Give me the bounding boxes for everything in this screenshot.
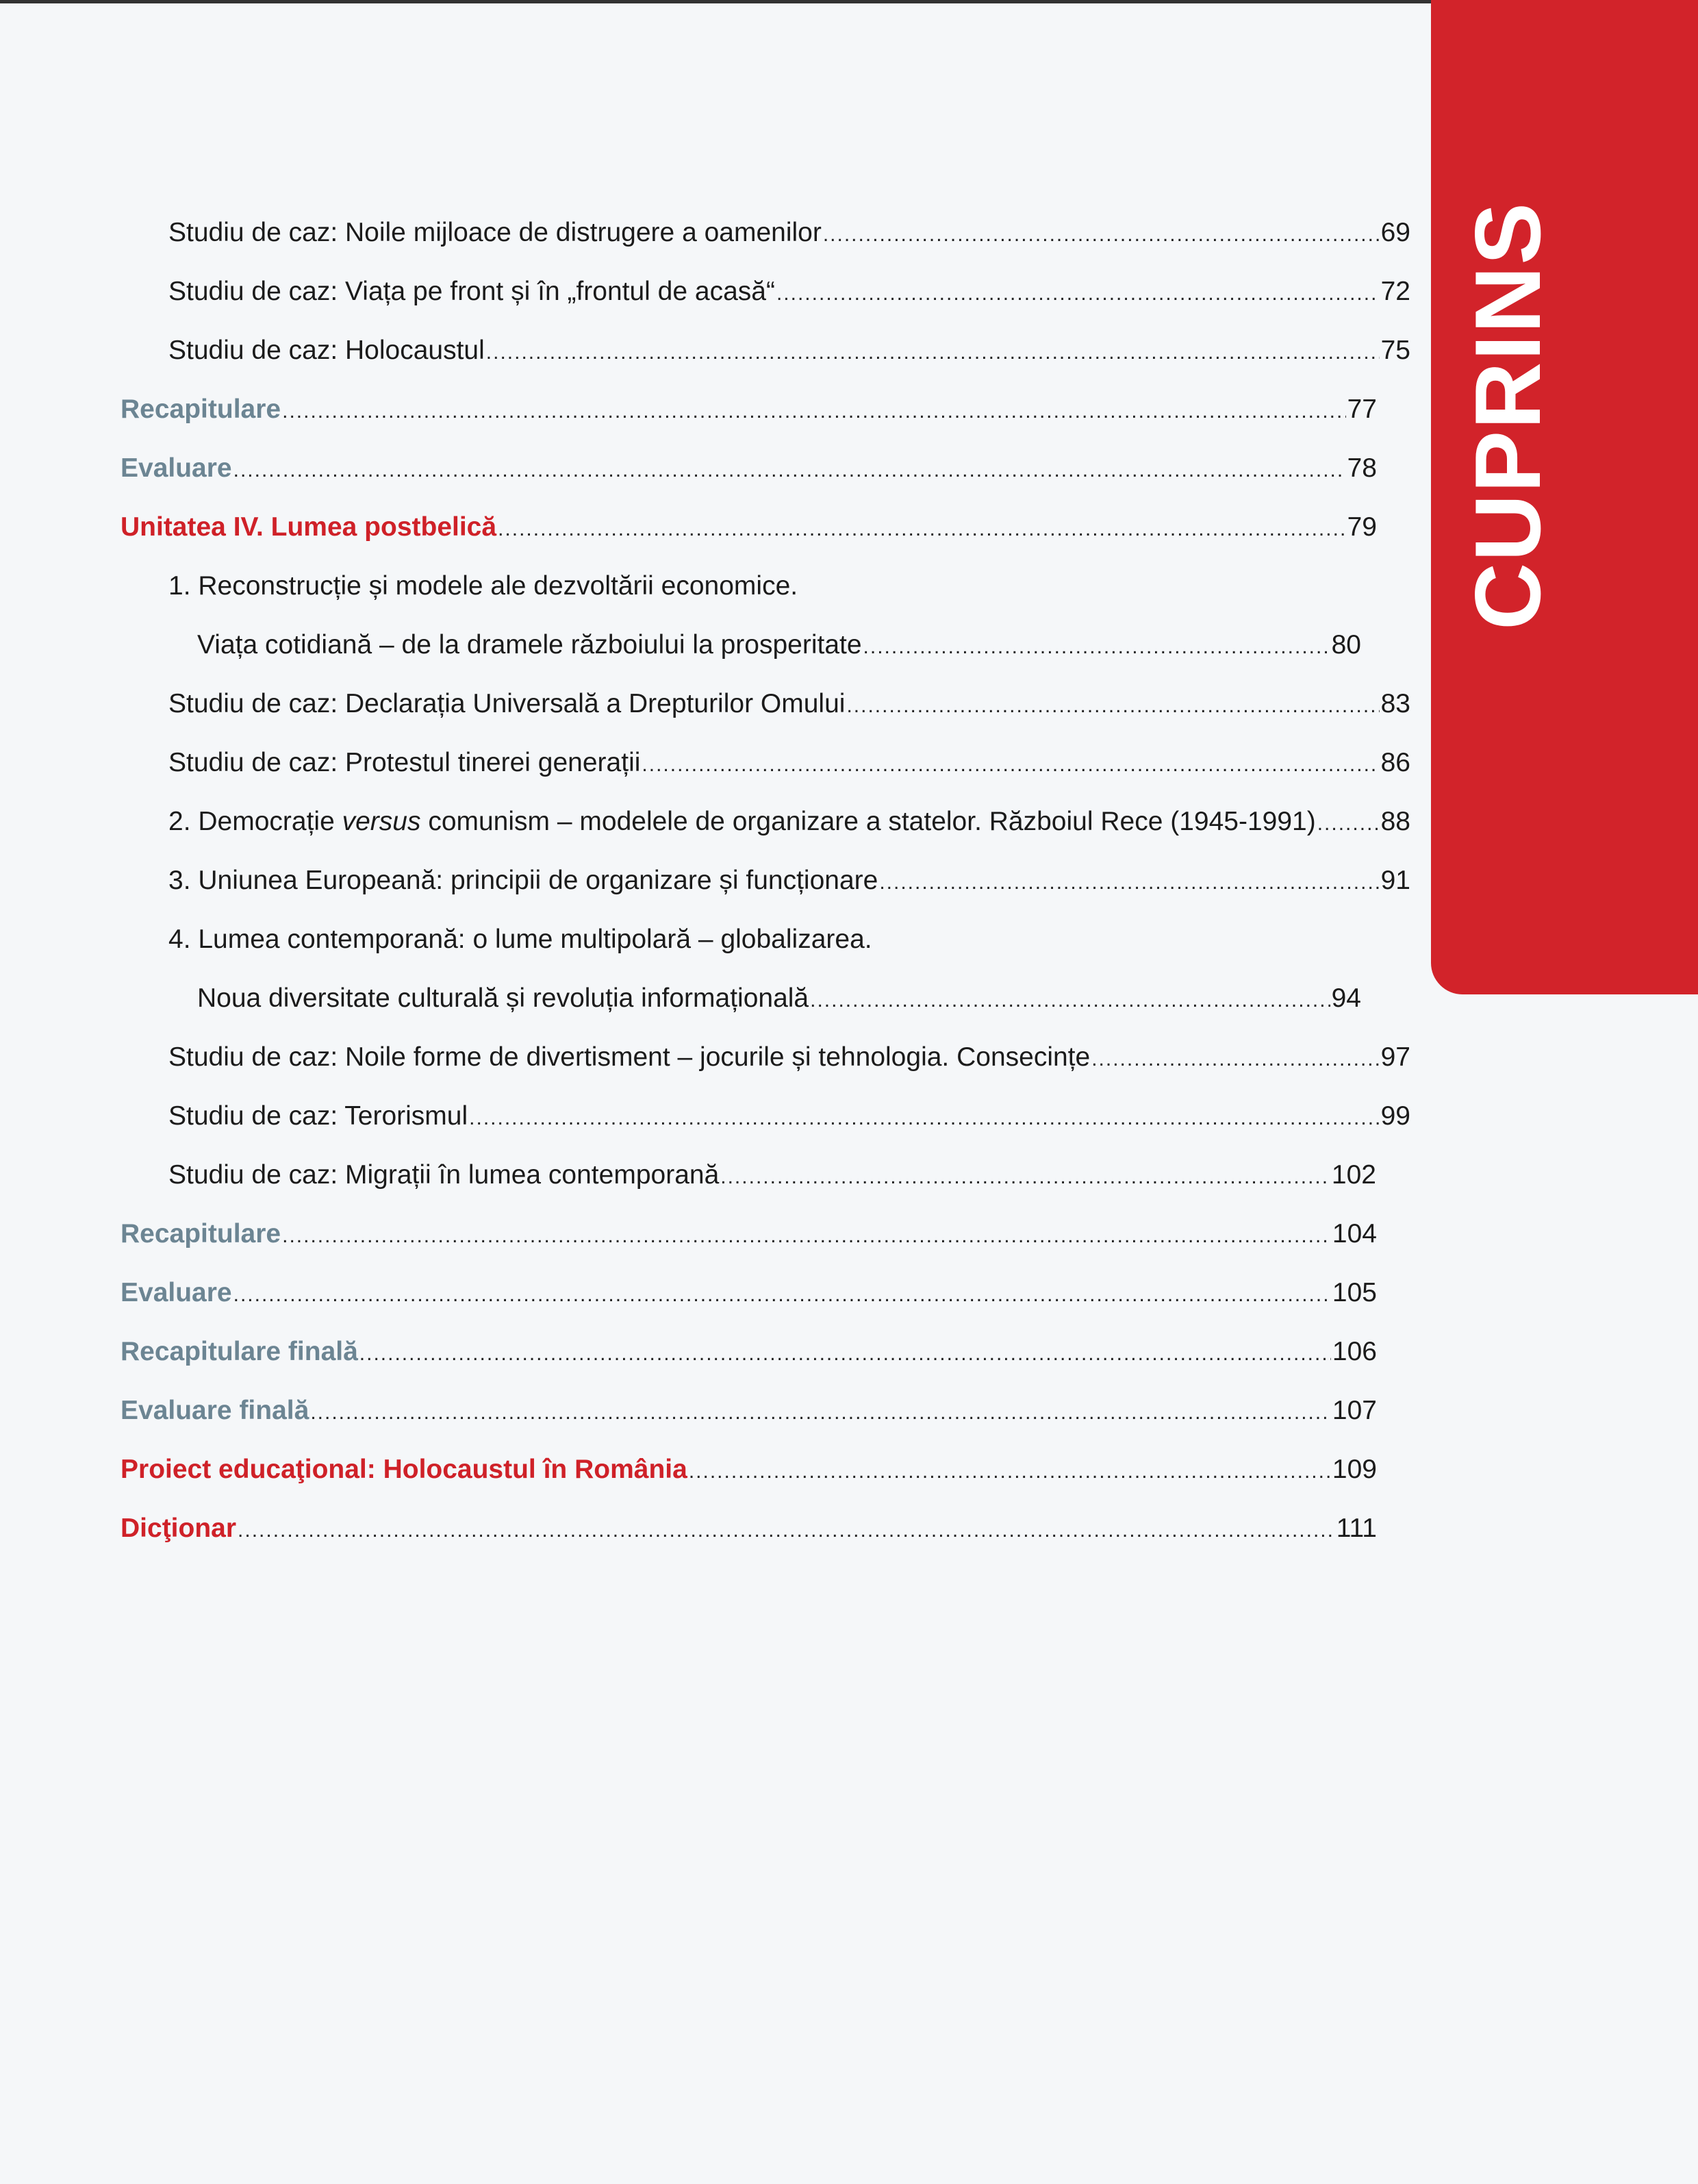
toc-leader-dots (469, 1107, 1379, 1130)
toc-entry (168, 336, 1410, 379)
toc-entry-title: Noua diversitate culturală și revoluția informațională (197, 983, 809, 1013)
toc-entry-page: 77 (1347, 394, 1377, 424)
toc-entry (168, 866, 1410, 909)
toc-entry-title: Studiu de caz: Noile mijloace de distrugere a oamenilor (168, 218, 822, 247)
toc-leader-dots (238, 1519, 1335, 1542)
toc-entry-page: 109 (1332, 1455, 1377, 1484)
toc-entry (197, 630, 1361, 674)
toc-entry-title: Studiu de caz: Holocaustul (168, 336, 485, 365)
toc-entry (197, 983, 1361, 1027)
toc-entry-page: 80 (1331, 630, 1361, 660)
toc-leader-dots (498, 518, 1346, 541)
toc-entry-title: 3. Uniunea Europeană: principii de organizare și funcționare (168, 866, 878, 895)
toc-entry-page: 107 (1332, 1396, 1377, 1425)
toc-entry-title: Studiu de caz: Protestul tinerei generații (168, 748, 641, 777)
toc-leader-dots (776, 282, 1380, 305)
toc-section-entry (121, 1337, 1377, 1381)
toc-leader-dots (642, 753, 1379, 777)
toc-section-entry (121, 1219, 1377, 1263)
toc-leader-dots (689, 1460, 1331, 1483)
toc-entry-page: 104 (1332, 1219, 1377, 1248)
toc-leader-dots (486, 341, 1380, 364)
toc-entry-page: 69 (1380, 218, 1410, 247)
toc-leader-dots (310, 1401, 1331, 1424)
toc-entry-page: 97 (1380, 1042, 1410, 1072)
toc-unit-entry (121, 512, 1377, 556)
toc-entry-title: Recapitulare finală (121, 1337, 358, 1366)
toc-section-entry (121, 394, 1377, 438)
toc-entry (168, 1042, 1410, 1086)
toc-entry-emphasis: versus (342, 807, 421, 836)
toc-entry-page: 86 (1380, 748, 1410, 777)
toc-leader-dots (282, 400, 1346, 423)
toc-entry (168, 1101, 1410, 1145)
toc-entry-page: 94 (1331, 983, 1361, 1013)
toc-entry-title: 2. Democrație versus comunism – modelele de organizare a statelor. Războiul Rece (1945-1991) (168, 807, 1316, 836)
toc-entry-page: 106 (1332, 1337, 1377, 1366)
toc-leader-dots (359, 1342, 1331, 1366)
toc-entry-title: Studiu de caz: Migrații în lumea contemporană (168, 1160, 720, 1190)
toc-entry-page: 83 (1380, 689, 1410, 718)
toc-entry-page: 88 (1380, 807, 1410, 836)
toc-leader-dots (233, 459, 1346, 482)
toc-entry (168, 925, 872, 968)
toc-entry (168, 689, 1410, 733)
toc-entry (168, 1160, 1376, 1204)
toc-entry (168, 748, 1410, 792)
toc-entry (168, 807, 1410, 851)
toc-entry-title: Viața cotidiană – de la dramele războiului la prosperitate (197, 630, 862, 660)
toc-entry-page: 102 (1331, 1160, 1376, 1190)
toc-section-entry (121, 1396, 1377, 1440)
toc-section-entry (121, 453, 1377, 497)
toc-entry-page: 105 (1332, 1278, 1377, 1307)
toc-entry-title: Studiu de caz: Noile forme de divertisment – jocurile și tehnologia. Consecințe (168, 1042, 1091, 1072)
toc-entry-title: Studiu de caz: Terorismul (168, 1101, 468, 1131)
toc-entry-title: Evaluare finală (121, 1396, 309, 1425)
toc-entry-title: Evaluare (121, 1278, 232, 1307)
toc-leader-dots (233, 1283, 1331, 1307)
toc-entry-page: 78 (1347, 453, 1377, 483)
toc-entry-title: Studiu de caz: Declarația Universală a Drepturilor Omului (168, 689, 846, 718)
toc-entry-title: 4. Lumea contemporană: o lume multipolară – globalizarea. (168, 925, 872, 954)
toc-entry-title: Dicţionar (121, 1514, 237, 1543)
toc-entry-title: Recapitulare (121, 394, 281, 424)
toc-entry-title: Unitatea IV. Lumea postbelică (121, 512, 497, 542)
toc-entry-page: 75 (1380, 336, 1410, 365)
toc-unit-entry (121, 1455, 1377, 1498)
toc-leader-dots (846, 694, 1379, 718)
toc-entry-title: Evaluare (121, 453, 232, 483)
toc-entry-title: Studiu de caz: Viața pe front și în „frontul de acasă“ (168, 277, 775, 306)
toc-entry (168, 218, 1410, 262)
toc-entry-page: 99 (1380, 1101, 1410, 1131)
toc-entry (168, 571, 798, 615)
toc-leader-dots (720, 1166, 1330, 1189)
toc-entry-page: 72 (1380, 277, 1410, 306)
toc-unit-entry (121, 1514, 1377, 1557)
toc-entry-page: 91 (1380, 866, 1410, 895)
toc-leader-dots (810, 989, 1330, 1012)
toc-entry-title: Recapitulare (121, 1219, 281, 1248)
section-side-tab-label: CUPRINS (1456, 201, 1560, 630)
toc-entry-page: 111 (1336, 1514, 1377, 1543)
toc-leader-dots (282, 1225, 1331, 1248)
toc-leader-dots (863, 636, 1330, 659)
toc-section-entry (121, 1278, 1377, 1322)
toc-leader-dots (879, 871, 1379, 894)
toc-leader-dots (823, 223, 1380, 247)
toc-leader-dots (1317, 812, 1380, 836)
toc-entry-page: 79 (1347, 512, 1377, 542)
toc-entry (168, 277, 1410, 321)
toc-entry-title: Proiect educaţional: Holocaustul în România (121, 1455, 687, 1484)
toc-leader-dots (1091, 1048, 1379, 1071)
toc-entry-title: 1. Reconstrucție și modele ale dezvoltării economice. (168, 571, 798, 601)
